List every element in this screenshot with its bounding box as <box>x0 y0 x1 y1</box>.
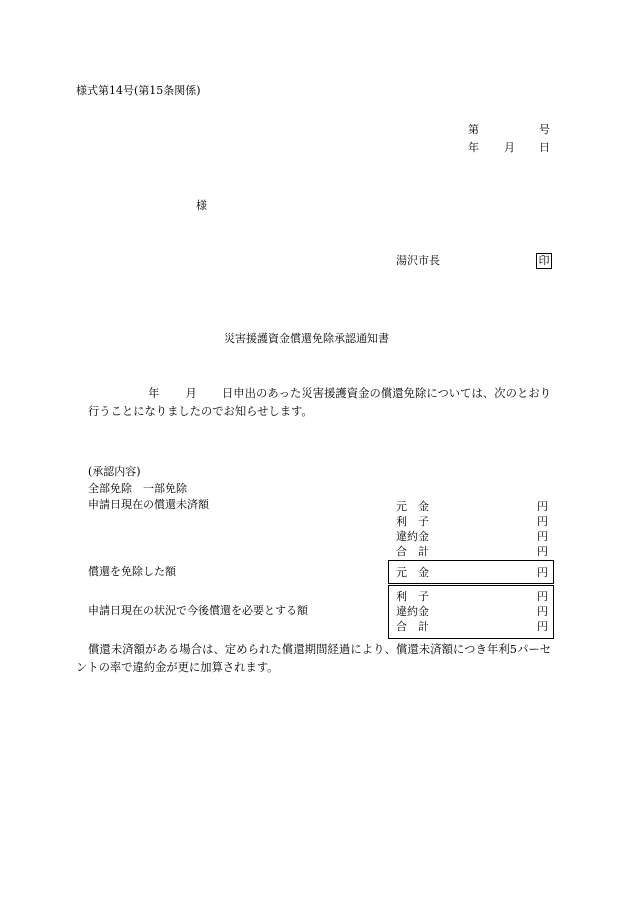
future-penalty-yen: 円 <box>537 605 548 618</box>
unpaid-total-yen: 円 <box>537 545 548 558</box>
exempt-principal-yen: 円 <box>537 566 548 579</box>
unpaid-interest-yen: 円 <box>537 515 548 528</box>
number-suffix: 号 <box>539 123 550 136</box>
body-paragraph <box>88 385 551 421</box>
number-prefix: 第 <box>468 123 479 136</box>
body-month: 月 <box>185 387 197 400</box>
unpaid-interest-label: 利 子 <box>396 515 429 528</box>
footnote-paragraph: 償還未済額がある場合は、定められた償還期間経過により、償還未済額につき年利5パーセントの率で違約金が更に加算されます。 <box>76 643 551 674</box>
body-year: 年 <box>148 387 160 400</box>
unpaid-total-label: 合 計 <box>396 545 429 558</box>
body-text: 日申出のあった災害援護資金の償還免除については、次のとおり行うことになりましたのでお知らせします。 <box>88 387 551 418</box>
future-interest-label: 利 子 <box>396 590 429 603</box>
date-year: 年 <box>468 141 479 154</box>
unpaid-principal-label: 元 金 <box>396 500 429 513</box>
approval-heading: (承認内容) <box>88 465 141 478</box>
unpaid-penalty-label: 違約金 <box>396 530 429 543</box>
exempt-label: 償還を免除した額 <box>88 565 176 578</box>
form-label: 様式第14号(第15条関係) <box>76 84 201 97</box>
exemption-options: 全部免除 一部免除 <box>88 482 187 495</box>
future-interest-yen: 円 <box>537 590 548 603</box>
future-penalty-label: 違約金 <box>396 605 429 618</box>
future-total-yen: 円 <box>537 620 548 633</box>
future-total-label: 合 計 <box>396 620 429 633</box>
date-month: 月 <box>504 141 515 154</box>
sender-title: 湯沢市長 <box>396 254 440 267</box>
future-label: 申請日現在の状況で今後償還を必要とする額 <box>88 604 308 617</box>
seal-mark: 印 <box>536 253 552 269</box>
date-day: 日 <box>539 141 550 154</box>
unpaid-principal-yen: 円 <box>537 500 548 513</box>
addressee-honorific: 様 <box>196 199 207 212</box>
unpaid-label: 申請日現在の償還未済額 <box>88 498 209 511</box>
document-title: 災害援護資金償還免除承認通知書 <box>224 332 389 345</box>
exempt-principal-label: 元 金 <box>396 566 429 579</box>
unpaid-penalty-yen: 円 <box>537 530 548 543</box>
